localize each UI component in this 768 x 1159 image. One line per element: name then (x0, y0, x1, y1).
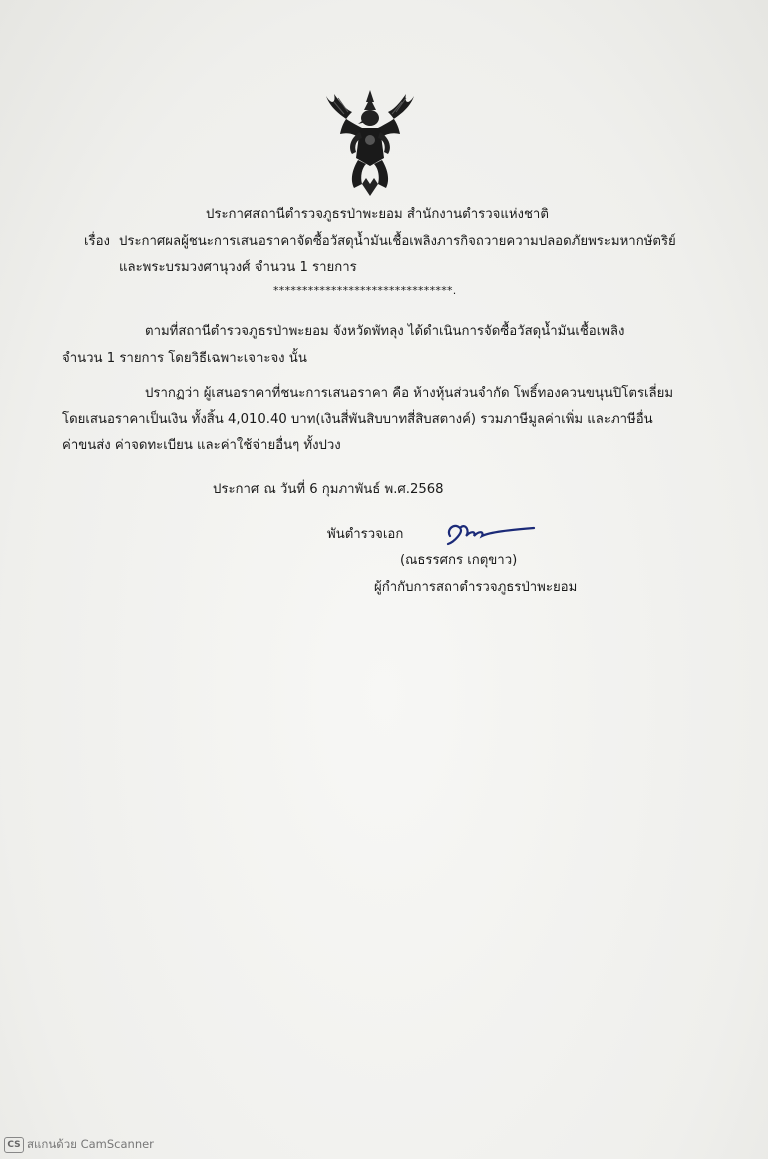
paragraph-2-line-3: ค่าขนส่ง ค่าจดทะเบียน และค่าใช้จ่ายอื่นๆ ทั้งปวง (62, 438, 341, 453)
paragraph-2-line-2: โดยเสนอราคาเป็นเงิน ทั้งสิ้น 4,010.40 บาท(เงินสี่พันสิบบาทสี่สิบสตางค์) รวมภาษีมูลค่าเพิ่ม และภาษีอื่น (62, 412, 653, 427)
signer-position: ผู้กำกับการสถาตำรวจภูธรป่าพะยอม (374, 580, 578, 595)
subject-line-2: และพระบรมวงศานุวงศ์ จำนวน 1 รายการ (119, 260, 357, 275)
scanner-watermark (4, 1136, 154, 1154)
scanner-watermark-text: สแกนด้วย CamScanner (27, 1137, 154, 1151)
camscanner-logo-icon: CS (4, 1137, 24, 1153)
signer-name: (ณธรรศกร เกตุขาว) (400, 553, 518, 568)
signer-rank: พันตำรวจเอก (327, 527, 404, 542)
garuda-emblem-icon (322, 88, 418, 198)
paragraph-2-line-1: ปรากฏว่า ผู้เสนอราคาที่ชนะการเสนอราคา คือ ห้างหุ้นส่วนจำกัด โพธิ์ทองควนขนุนปิโตรเลี่ยม (145, 386, 674, 401)
announcement-date: ประกาศ ณ วันที่ 6 กุมภาพันธ์ พ.ศ.2568 (213, 482, 444, 497)
announcement-heading: ประกาศสถานีตำรวจภูธรป่าพะยอม สำนักงานตำรวจแห่งชาติ (206, 207, 549, 222)
subject-label: เรื่อง (84, 234, 110, 249)
subject-line-1: ประกาศผลผู้ชนะการเสนอราคาจัดซื้อวัสดุน้ำมันเชื้อเพลิงภารกิจถวายความปลอดภัยพระมหากษัตริย์ (119, 234, 676, 249)
paragraph-1-line-2: จำนวน 1 รายการ โดยวิธีเฉพาะเจาะจง นั้น (62, 351, 307, 366)
handwritten-signature (440, 512, 536, 552)
separator-line: *******************************. (273, 284, 457, 297)
paragraph-1-line-1: ตามที่สถานีตำรวจภูธรป่าพะยอม จังหวัดพัทลุง ได้ดำเนินการจัดซื้อวัสดุน้ำมันเชื้อเพลิง (145, 324, 625, 339)
